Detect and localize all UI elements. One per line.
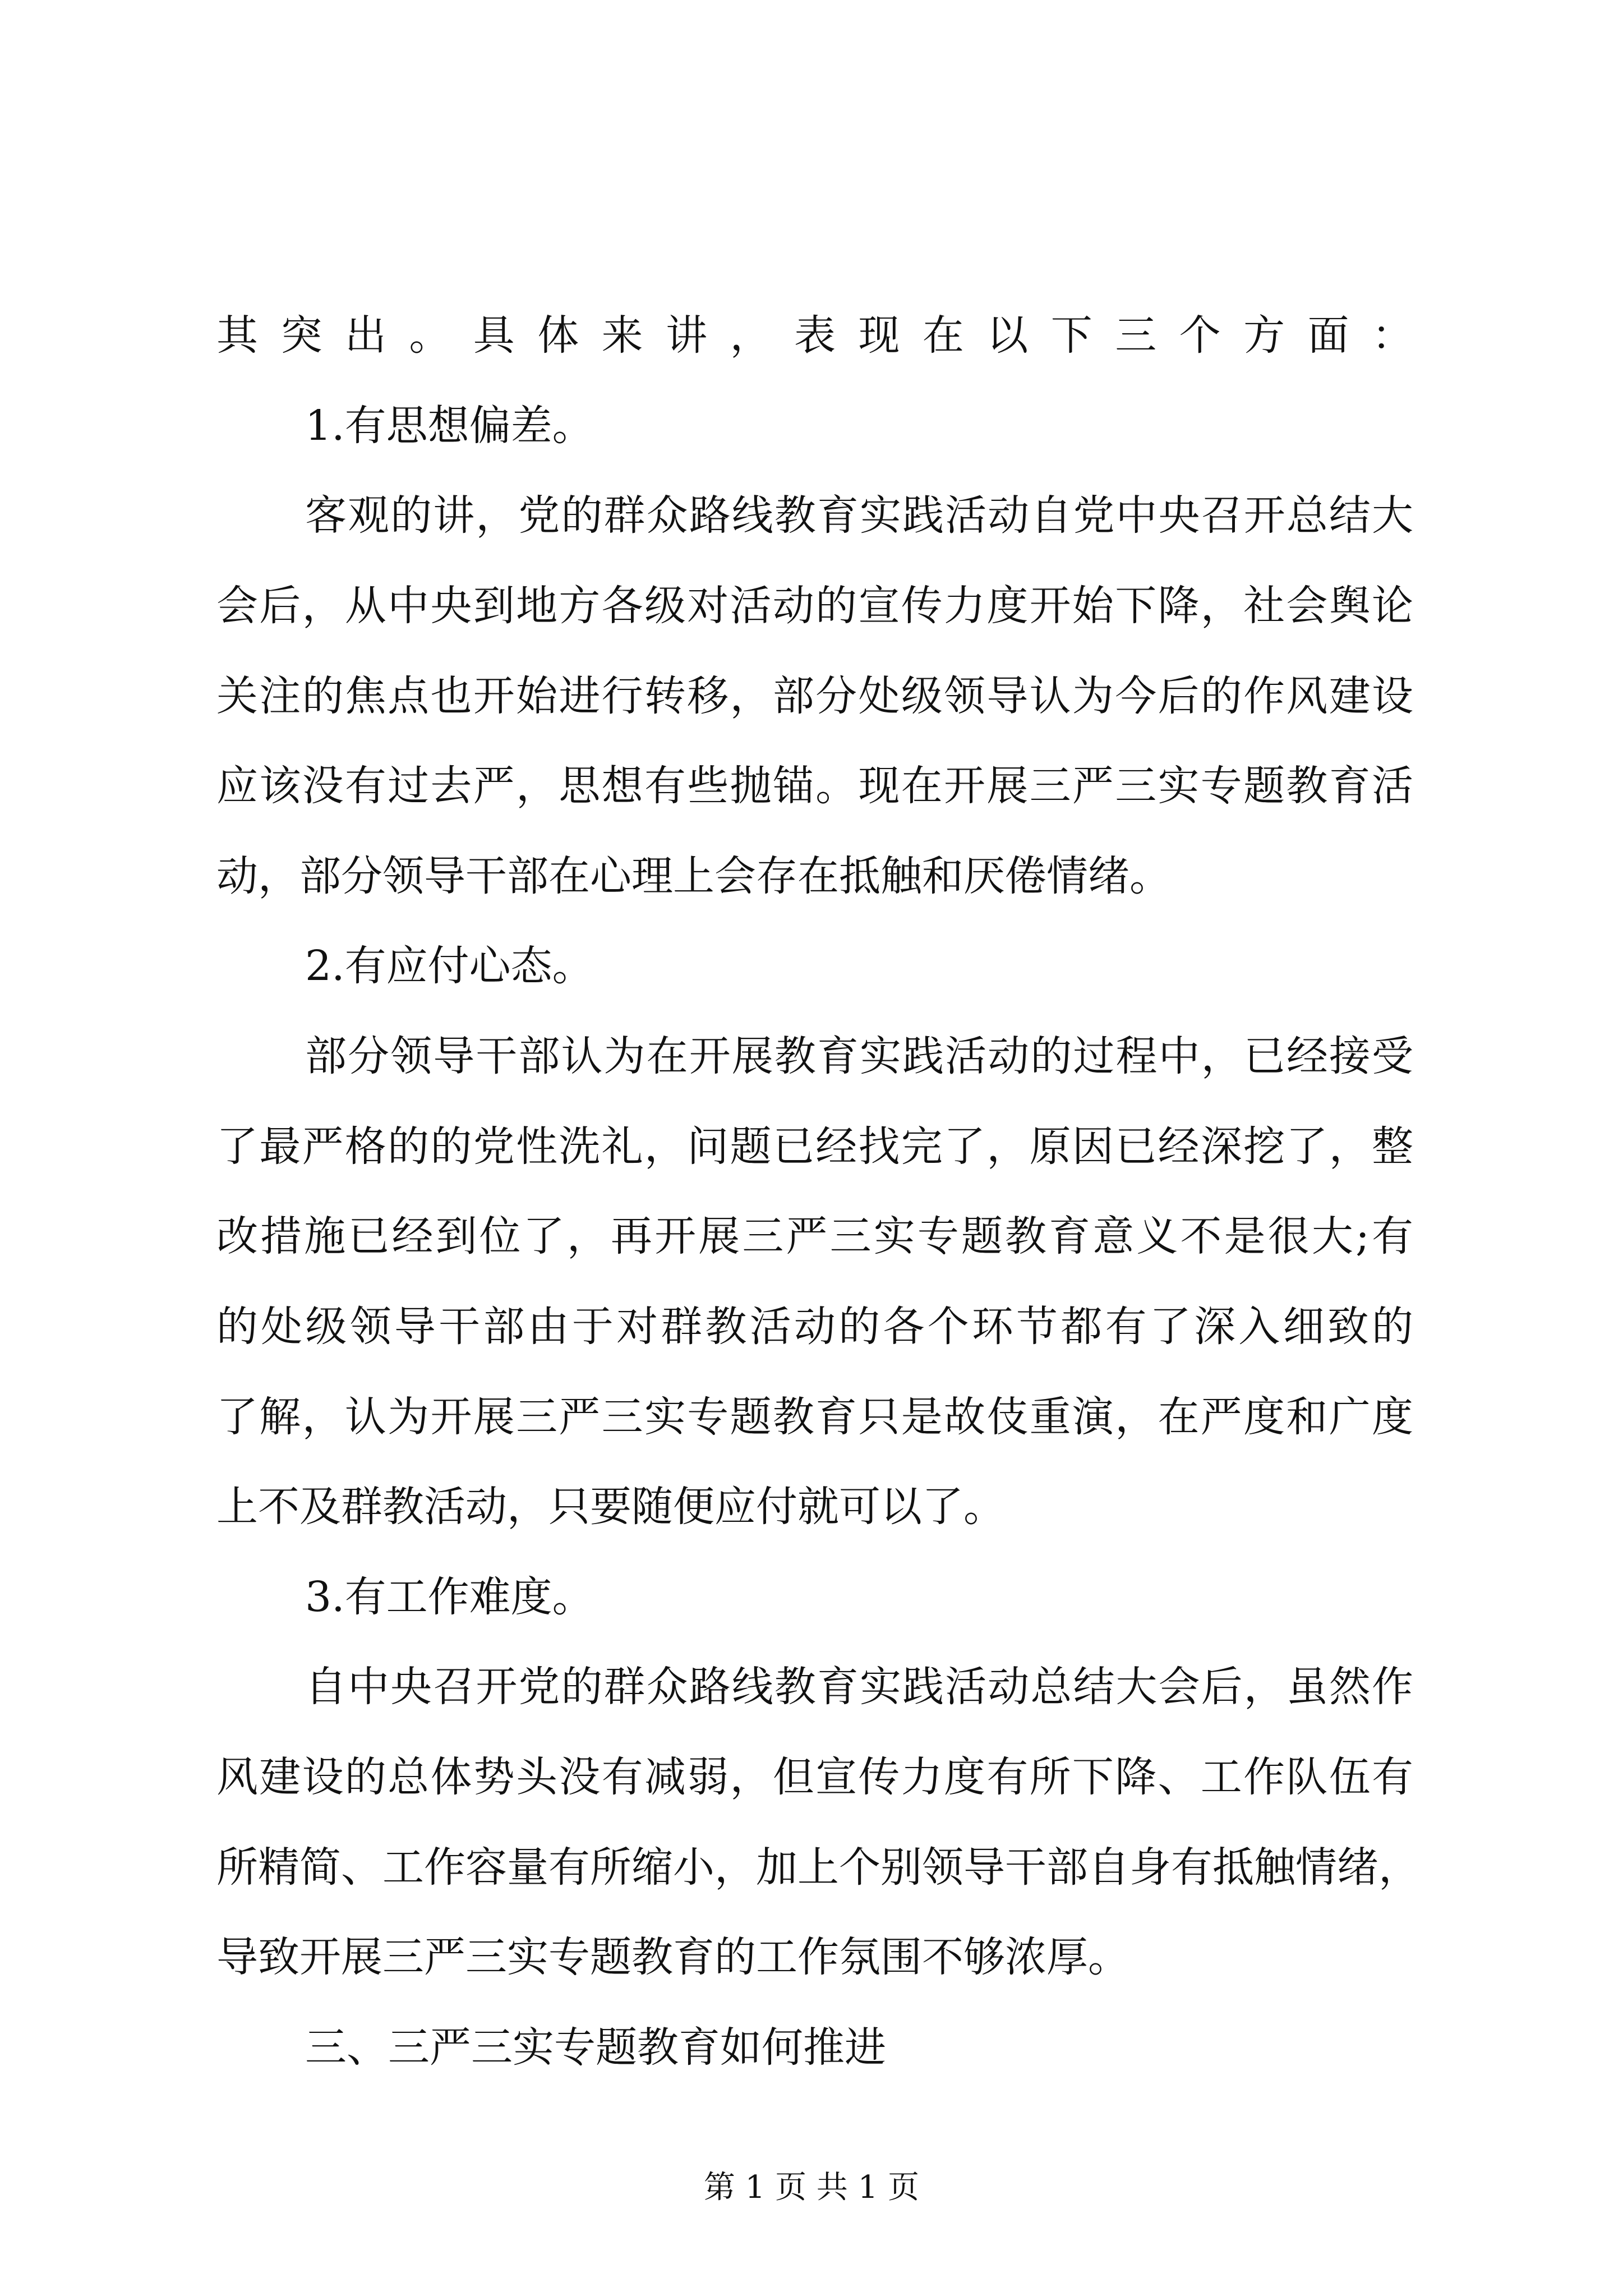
page-footer: 第 1 页 共 1 页 (703, 2169, 920, 2206)
text-line: 客观的讲，党的群众路线教育实践活动自党中央召开总结大 (305, 491, 1413, 540)
text-line: 其突出。具体来讲，表现在以下三个方面： (216, 311, 1413, 360)
subheading-line: 2.有应付心态。 (305, 942, 594, 990)
text-line: 的处级领导干部由于对群教活动的各个环节都有了深入细致的 (216, 1303, 1413, 1351)
text-line: 关注的焦点也开始进行转移，部分处级领导认为今后的作风建设 (216, 672, 1413, 720)
section-heading: 三、三严三实专题教育如何推进 (305, 2023, 886, 2072)
text-line: 会后，从中央到地方各级对活动的宣传力度开始下降，社会舆论 (216, 582, 1413, 630)
text-line: 应该没有过去严，思想有些抛锚。现在开展三严三实专题教育活 (216, 762, 1413, 810)
subheading-line: 1.有思想偏差。 (305, 402, 594, 450)
text-line: 上不及群教活动，只要随便应付就可以了。 (216, 1483, 1005, 1531)
text-line: 了解，认为开展三严三实专题教育只是故伎重演，在严度和广度 (216, 1393, 1413, 1441)
text-line: 改措施已经到位了，再开展三严三实专题教育意义不是很大;有 (216, 1212, 1413, 1260)
text-line: 动，部分领导干部在心理上会存在抵触和厌倦情绪。 (216, 852, 1171, 900)
text-line: 风建设的总体势头没有减弱，但宣传力度有所下降、工作队伍有 (216, 1753, 1413, 1801)
text-line: 所精简、工作容量有所缩小，加上个别领导干部自身有抵触情绪， (216, 1843, 1420, 1892)
text-line: 自中央召开党的群众路线教育实践活动总结大会后，虽然作 (305, 1663, 1413, 1711)
text-line: 了最严格的的党性洗礼，问题已经找完了，原因已经深挖了，整 (216, 1122, 1413, 1171)
text-line: 部分领导干部认为在开展教育实践活动的过程中，已经接受 (305, 1032, 1413, 1080)
text-line: 导致开展三严三实专题教育的工作氛围不够浓厚。 (216, 1933, 1129, 1981)
subheading-line: 3.有工作难度。 (305, 1573, 594, 1621)
